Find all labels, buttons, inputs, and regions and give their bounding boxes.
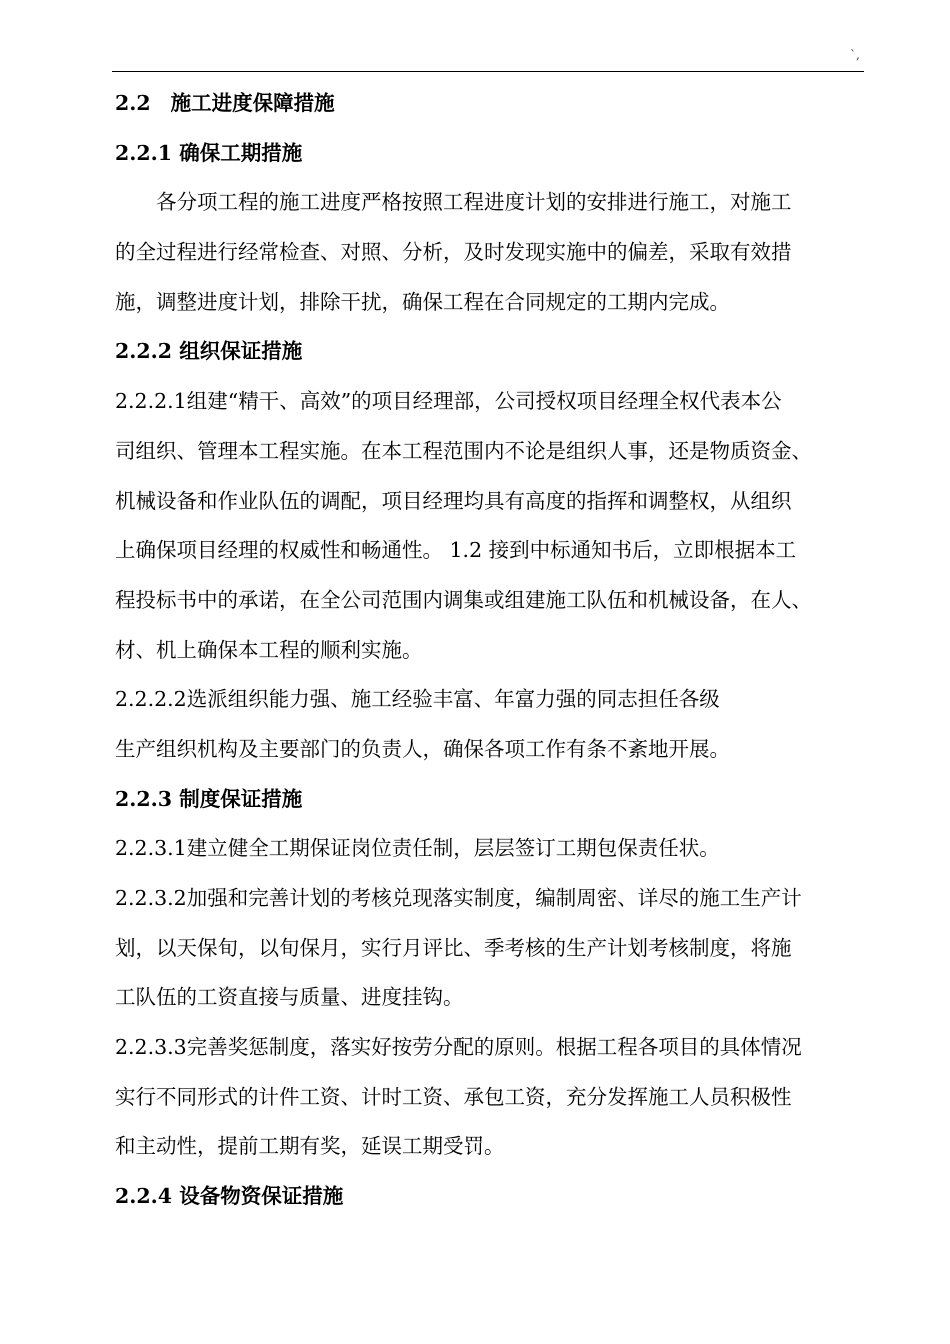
section-heading-2-2 <box>115 79 870 129</box>
paragraph-line: 2.2.3.3完善奖惩制度，落实好按劳分配的原则。根据工程各项目的具体情况 <box>115 1035 802 1060</box>
paragraph-line: 机械设备和作业队伍的调配，项目经理均具有高度的指挥和调整权，从组织 <box>115 488 792 513</box>
paragraph-line: 施，调整进度计划，排除干扰，确保工程在合同规定的工期内完成。 <box>115 289 730 314</box>
paragraph-line: 工队伍的工资直接与质量、进度挂钩。 <box>115 985 464 1010</box>
document-body <box>115 79 870 1222</box>
paragraph-line: 的全过程进行经常检查、对照、分析，及时发现实施中的偏差，采取有效措 <box>115 240 792 265</box>
paragraph-line: 各分项工程的施工进度严格按照工程进度计划的安排进行施工，对施工 <box>156 190 792 215</box>
paragraph-line: 生产组织机构及主要部门的负责人，确保各项工作有条不紊地开展。 <box>115 736 730 761</box>
paragraph-line: 程投标书中的承诺，在全公司范围内调集或组建施工队伍和机械设备，在人、 <box>115 587 812 612</box>
section-number: 2.2 <box>115 91 151 115</box>
paragraph-line: 材、机上确保本工程的顺利实施。 <box>115 637 423 662</box>
paragraph-line: 2.2.2.2选派组织能力强、施工经验丰富、年富力强的同志担任各级 <box>115 687 720 712</box>
paragraph-line: 司组织、管理本工程实施。在本工程范围内不论是组织人事，还是物质资金、 <box>115 438 812 463</box>
paragraph-line: 划，以天保旬，以旬保月，实行月评比、季考核的生产计划考核制度，将施 <box>115 935 792 960</box>
paragraph-line: 实行不同形式的计件工资、计时工资、承包工资，充分发挥施工人员积极性 <box>115 1084 792 1109</box>
section-title: 施工进度保障措施 <box>170 91 335 115</box>
paragraph-line: 和主动性，提前工期有奖，延误工期受罚。 <box>115 1134 505 1159</box>
section-heading-2-2-2: 2.2.2 组织保证措施 <box>115 339 303 364</box>
page-header-mark: `, <box>850 48 860 62</box>
header-rule <box>112 71 864 72</box>
paragraph-line: 2.2.2.1组建“精干、高效”的项目经理部，公司授权项目经理全权代表本公 <box>115 389 782 414</box>
paragraph-line: 2.2.3.1建立健全工期保证岗位责任制，层层签订工期包保责任状。 <box>115 836 720 861</box>
paragraph-line: 上确保项目经理的权威性和畅通性。 1.2 接到中标通知书后，立即根据本工 <box>115 538 797 563</box>
section-heading-2-2-3: 2.2.3 制度保证措施 <box>115 786 303 811</box>
section-heading-2-2-1: 2.2.1 确保工期措施 <box>115 140 303 165</box>
paragraph-line: 2.2.3.2加强和完善计划的考核兑现落实制度，编制周密、详尽的施工生产计 <box>115 886 802 910</box>
section-heading-2-2-4: 2.2.4 设备物资保证措施 <box>115 1184 344 1209</box>
